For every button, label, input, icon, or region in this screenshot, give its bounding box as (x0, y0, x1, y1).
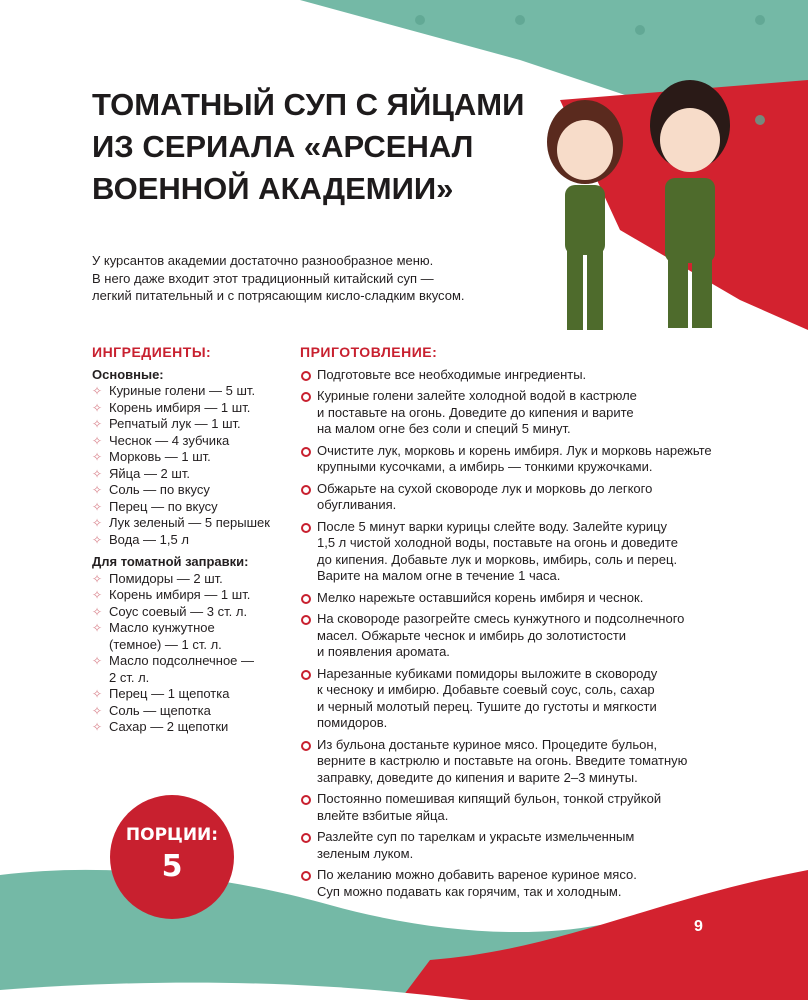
ingredient-text: Соль — по вкусу (109, 482, 210, 497)
ingredient-text: Корень имбиря — 1 шт. (109, 399, 251, 415)
diamond-bullet-icon: ✧ (92, 604, 103, 619)
ingredients-heading: ИНГРЕДИЕНТЫ: (92, 344, 212, 360)
preparation-step (300, 666, 712, 732)
preparation-steps-list (300, 367, 712, 901)
diamond-bullet-icon: ✧ (92, 499, 103, 514)
ingredient-text: Масло кунжутное (темное) — 1 ст. л. (109, 620, 222, 652)
servings-value: 5 (161, 849, 183, 884)
ingredient-text: Яйца — 2 шт. (109, 465, 190, 481)
preparation-step (300, 829, 712, 862)
step-text: Нарезанные кубиками помидоры выложите в сковороду к чесноку и имбирю. Добавьте соевый соус, соль, сахар и черный молотый перец. Тушите до густоты и мягкости помидоров. (317, 665, 658, 730)
preparation-step (300, 367, 712, 384)
ingredient-item (92, 400, 292, 417)
diamond-bullet-icon: ✧ (92, 720, 103, 734)
ingredient-item (92, 719, 292, 736)
servings-label: ПОРЦИИ: (125, 825, 219, 845)
ingredient-text: Перец — по вкусу (109, 498, 218, 514)
step-text: После 5 минут варки курицы слейте воду. Залейте курицу 1,5 л чистой холодной воды, поставьте на огонь и доведите до кипения. Добавьте лук и морковь, имбирь, соль и перец. Варите на малом огне в течение 1 часа. (317, 518, 678, 583)
ingredient-item (92, 383, 292, 400)
step-text: Очистите лук, морковь и корень имбиря. Лук и морковь нарежьте крупными кусочками, а имбирь — тонкими кружочками. (317, 442, 712, 474)
ingredient-item (92, 703, 292, 720)
preparation-step (300, 791, 712, 824)
circle-bullet-icon (301, 447, 311, 457)
circle-bullet-icon (301, 371, 311, 381)
preparation-heading: ПРИГОТОВЛЕНИЕ: (300, 344, 438, 360)
sauce-ingredients-label: Для томатной заправки: (92, 554, 249, 569)
preparation-step (300, 481, 712, 514)
preparation-step (300, 590, 712, 607)
diamond-bullet-icon: ✧ (92, 571, 103, 586)
ingredient-item (92, 587, 292, 604)
ingredient-item (92, 571, 292, 588)
ingredient-text: Вода — 1,5 л (109, 531, 189, 547)
diamond-bullet-icon: ✧ (92, 687, 103, 701)
main-ingredients-list (92, 383, 292, 548)
diamond-bullet-icon: ✧ (92, 433, 103, 448)
step-text: Обжарьте на сухой сковороде лук и морковь до легкого обугливания. (317, 480, 653, 512)
diamond-bullet-icon: ✧ (92, 400, 103, 415)
ingredient-item (92, 466, 292, 483)
diamond-bullet-icon: ✧ (92, 621, 103, 635)
diamond-bullet-icon: ✧ (92, 654, 103, 668)
female-cadet-figure (547, 100, 623, 330)
preparation-step (300, 867, 712, 900)
ingredient-text: Соль — щепотка (109, 702, 211, 718)
ingredient-item (92, 686, 292, 703)
circle-bullet-icon (301, 871, 311, 881)
ingredients-section (92, 344, 292, 736)
step-text: Из бульона достаньте куриное мясо. Процедите бульон, верните в кастрюлю и поставьте на огонь. Введите томатную заправку, доведите до кипения и варите 2–3 минуты. (317, 736, 688, 785)
ingredient-item (92, 416, 292, 433)
ingredient-item (92, 515, 292, 532)
diamond-bullet-icon: ✧ (92, 516, 103, 530)
ingredient-item (92, 499, 292, 516)
circle-bullet-icon (301, 670, 311, 680)
circle-bullet-icon (301, 523, 311, 533)
diamond-bullet-icon: ✧ (92, 384, 103, 398)
diamond-bullet-icon: ✧ (92, 417, 103, 431)
ingredient-text: Корень имбиря — 1 шт. (109, 587, 251, 602)
ingredient-item (92, 604, 292, 621)
step-text: Постоянно помешивая кипящий бульон, тонкой струйкой влейте взбитые яйца. (317, 791, 662, 823)
ingredient-item (92, 433, 292, 450)
recipe-title: ТОМАТНЫЙ СУП С ЯЙЦАМИ ИЗ СЕРИАЛА «АРСЕНАЛ ВОЕННОЙ АКАДЕМИИ» (92, 87, 525, 206)
step-text: Подготовьте все необходимые ингредиенты. (317, 366, 587, 382)
step-text: По желанию можно добавить вареное куриное мясо. Суп можно подавать как горячим, так и холодным. (317, 867, 637, 899)
step-text: Разлейте суп по тарелкам и украсьте измельченным зеленым луком. (317, 829, 635, 861)
preparation-section (300, 344, 712, 905)
step-text: Куриные голени залейте холодной водой в кастрюле и поставьте на огонь. Доведите до кипения и варите на малом огне без соли и специй 5 минут. (317, 388, 637, 436)
circle-bullet-icon (301, 795, 311, 805)
servings-badge (110, 795, 234, 919)
page-number: 9 (694, 918, 703, 935)
diamond-bullet-icon: ✧ (92, 450, 103, 464)
preparation-step (300, 388, 712, 438)
ingredient-text: Сахар — 2 щепотки (109, 719, 229, 734)
preparation-step (300, 737, 712, 787)
ingredient-item (92, 620, 292, 653)
circle-bullet-icon (301, 392, 311, 402)
circle-bullet-icon (301, 485, 311, 495)
ingredient-text: Репчатый лук — 1 шт. (109, 416, 241, 431)
preparation-step (300, 443, 712, 476)
ingredient-text: Перец — 1 щепотка (109, 686, 230, 701)
ingredient-text: Помидоры — 2 шт. (109, 570, 223, 586)
main-ingredients-label: Основные: (92, 366, 164, 382)
circle-bullet-icon (301, 594, 311, 604)
ingredient-text: Соус соевый — 3 ст. л. (109, 603, 248, 619)
recipe-intro: У курсантов академии достаточно разнообразное меню. В него даже входит этот традиционный китайский суп — легкий питательный и с потрясающим кисло-сладким вкусом. (92, 253, 465, 303)
step-text: Мелко нарежьте оставшийся корень имбиря и чеснок. (317, 589, 644, 605)
ingredient-text: Морковь — 1 шт. (109, 449, 211, 464)
diamond-bullet-icon: ✧ (92, 483, 103, 497)
ingredient-text: Лук зеленый — 5 перышек (109, 515, 270, 530)
ingredient-text: Чеснок — 4 зубчика (109, 432, 230, 448)
preparation-step (300, 519, 712, 585)
ingredient-item (92, 653, 292, 686)
circle-bullet-icon (301, 741, 311, 751)
step-text: На сковороде разогрейте смесь кунжутного и подсолнечного масел. Обжарьте чеснок и имбирь до золотистости и появления аромата. (317, 611, 685, 659)
ingredient-text: Куриные голени — 5 шт. (109, 383, 256, 398)
circle-bullet-icon (301, 833, 311, 843)
diamond-bullet-icon: ✧ (92, 532, 103, 547)
ingredient-item (92, 482, 292, 499)
ingredient-item (92, 532, 292, 549)
circle-bullet-icon (301, 615, 311, 625)
ingredient-text: Масло подсолнечное — 2 ст. л. (109, 653, 255, 685)
diamond-bullet-icon: ✧ (92, 588, 103, 602)
sauce-ingredients-list (92, 571, 292, 736)
diamond-bullet-icon: ✧ (92, 466, 103, 481)
preparation-step (300, 611, 712, 661)
ingredient-item (92, 449, 292, 466)
diamond-bullet-icon: ✧ (92, 703, 103, 718)
